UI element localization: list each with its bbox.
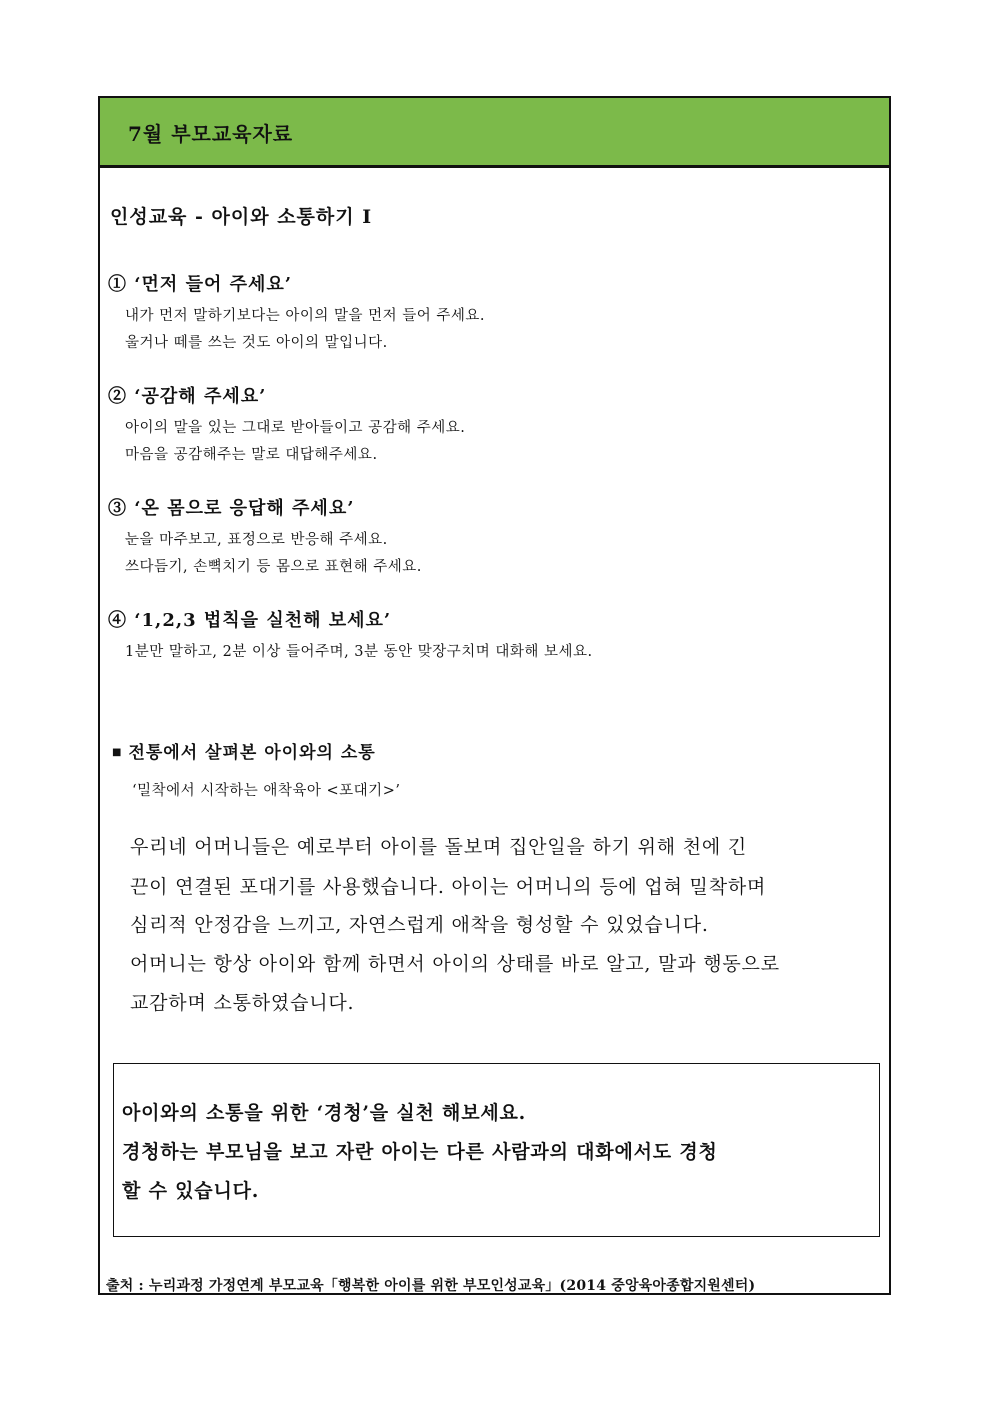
item-text: 눈을 마주보고, 표정으로 반응해 주세요. <box>125 532 388 548</box>
item-text: 마음을 공감해주는 말로 대답해주세요. <box>125 447 378 463</box>
paragraph-line: 어머니는 항상 아이와 함께 하면서 아이의 상태를 바로 알고, 말과 행동으로 <box>130 953 780 975</box>
page-title: 7월 부모교육자료 <box>128 122 294 146</box>
paragraph-line: 교감하며 소통하였습니다. <box>130 992 355 1014</box>
item-text: 내가 먼저 말하기보다는 아이의 말을 먼저 들어 주세요. <box>125 308 486 324</box>
tradition-heading <box>112 738 376 763</box>
header-divider <box>100 167 889 168</box>
item-title: ④ ‘1,2,3 법칙을 실천해 보세요’ <box>108 610 392 631</box>
item-text: 1분만 말하고, 2분 이상 들어주며, 3분 동안 맞장구치며 대화해 보세요. <box>125 644 593 660</box>
tip-box <box>113 1063 880 1237</box>
source-citation: 출처 : 누리과정 가정연계 부모교육「행복한 아이를 위한 부모인성교육」(2014 중앙육아종합지원센터) <box>106 1278 756 1294</box>
item-title: ② ‘공감해 주세요’ <box>108 386 267 407</box>
item-text: 울거나 떼를 쓰는 것도 아이의 말입니다. <box>125 335 388 351</box>
item-text: 쓰다듬기, 손뼉치기 등 몸으로 표현해 주세요. <box>125 559 422 575</box>
paragraph-line: 끈이 연결된 포대기를 사용했습니다. 아이는 어머니의 등에 업혀 밀착하며 <box>130 876 767 898</box>
tip-line: 할 수 있습니다. <box>122 1180 260 1202</box>
tradition-title: 전통에서 살펴본 아이와의 소통 <box>128 743 376 763</box>
document-frame <box>98 96 891 1295</box>
tip-line: 아이와의 소통을 위한 ‘경청’을 실천 해보세요. <box>122 1102 527 1124</box>
square-bullet-icon: ■ <box>112 747 123 758</box>
item-title: ① ‘먼저 들어 주세요’ <box>108 274 293 295</box>
paragraph-line: 우리네 어머니들은 예로부터 아이를 돌보며 집안일을 하기 위해 천에 긴 <box>130 836 748 858</box>
item-text: 아이의 말을 있는 그대로 받아들이고 공감해 주세요. <box>125 420 466 436</box>
section-title: 인성교육 - 아이와 소통하기 Ⅰ <box>110 206 373 228</box>
item-title: ③ ‘온 몸으로 응답해 주세요’ <box>108 498 355 519</box>
paragraph-line: 심리적 안정감을 느끼고, 자연스럽게 애착을 형성할 수 있었습니다. <box>130 914 709 936</box>
tradition-subtitle: ‘밀착에서 시작하는 애착육아 <포대기>’ <box>132 783 401 799</box>
header-bar <box>100 98 889 167</box>
tip-line: 경청하는 부모님을 보고 자란 아이는 다른 사람과의 대화에서도 경청 <box>122 1141 718 1163</box>
